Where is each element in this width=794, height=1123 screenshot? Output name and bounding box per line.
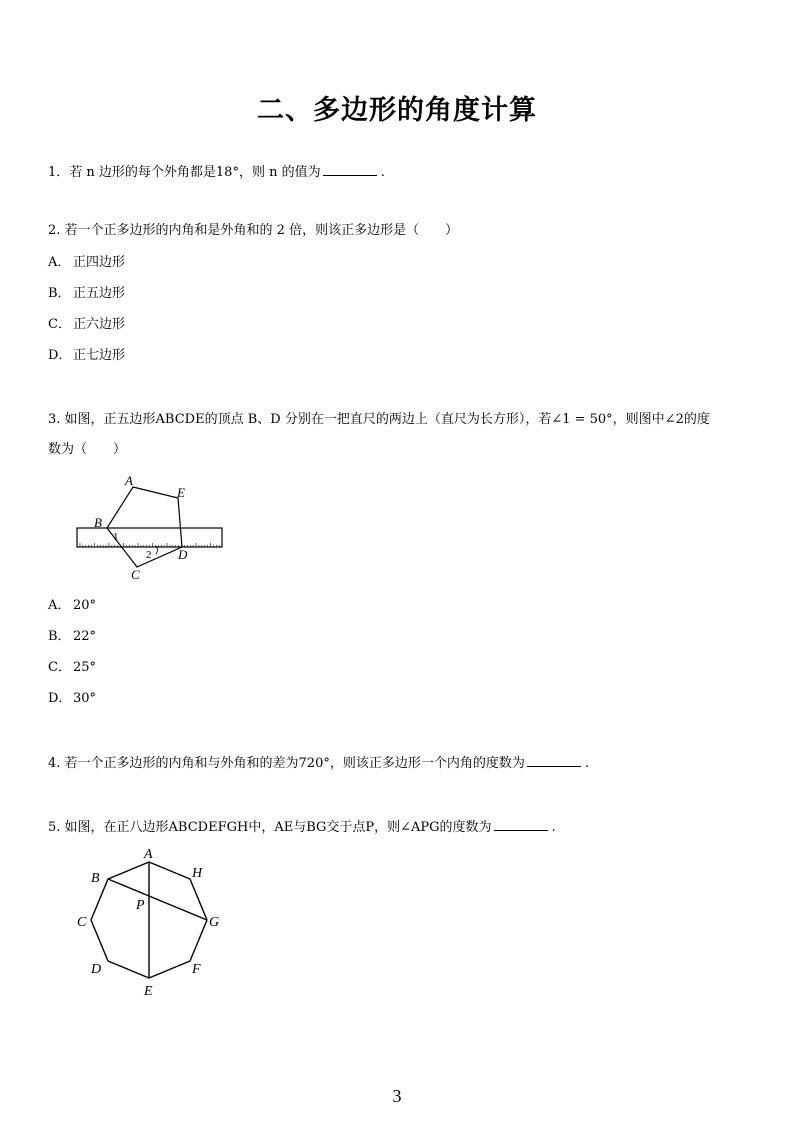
q2-option-d[interactable]	[48, 348, 125, 364]
label-c: C	[77, 915, 87, 930]
page-number: 3	[392, 1086, 402, 1106]
label-h: H	[192, 866, 203, 881]
option-letter: D．	[48, 348, 72, 363]
option-letter: D．	[48, 691, 72, 706]
label-angle-2: 2	[146, 549, 152, 561]
question-1-text: 1．若 n 边形的每个外角都是18°，则 n 的值为	[48, 165, 321, 180]
pentagon-ruler-figure	[70, 470, 230, 588]
page-title: 二、多边形的角度计算	[257, 95, 537, 126]
question-5-tail: .	[547, 820, 556, 835]
option-text: 20°	[73, 598, 97, 613]
q2-option-a[interactable]	[48, 255, 125, 271]
option-text: 22°	[73, 629, 97, 644]
ruler	[77, 528, 222, 547]
option-letter: C．	[48, 317, 71, 332]
q2-option-b[interactable]	[48, 286, 125, 302]
answer-blank-1[interactable]	[323, 162, 377, 176]
question-3-line-2: 数为（ ）	[48, 442, 127, 457]
pentagon	[107, 487, 182, 567]
option-letter: C．	[48, 660, 71, 675]
label-a: A	[144, 847, 153, 862]
question-5-text: 5. 如图，在正八边形ABCDEFGH中，AE与BG交于点P，则∠APG的度数为	[48, 820, 492, 835]
option-text: 25°	[73, 660, 97, 675]
question-1	[48, 162, 385, 181]
option-letter: A．	[48, 598, 71, 613]
option-letter: A．	[48, 255, 71, 270]
q3-option-c[interactable]	[48, 660, 96, 676]
question-2-text: 2. 若一个正多边形的内角和是外角和的 2 倍，则该正多边形是（ ）	[48, 223, 459, 238]
question-4-text: 4. 若一个正多边形的内角和与外角和的差为720°，则该正多边形一个内角的度数为	[48, 756, 525, 771]
answer-blank-5[interactable]	[494, 817, 548, 831]
answer-blank-4[interactable]	[527, 753, 581, 767]
label-d: D	[91, 962, 102, 977]
question-1-tail: .	[376, 165, 385, 180]
option-letter: B．	[48, 629, 71, 644]
label-b: B	[94, 515, 102, 530]
q3-option-d[interactable]	[48, 691, 96, 707]
label-e: E	[177, 485, 185, 500]
octagon-figure	[70, 842, 230, 1002]
label-p: P	[136, 898, 145, 913]
label-a: A	[125, 473, 133, 488]
option-text: 正六边形	[73, 317, 126, 332]
question-3-line-1: 3. 如图，正五边形ABCDE的顶点 B、D 分别在一把直尺的两边上（直尺为长方形），若∠1 = 50°，则图中∠2的度	[48, 412, 710, 427]
label-g: G	[209, 915, 220, 930]
option-text: 30°	[73, 691, 97, 706]
label-c: C	[131, 567, 140, 582]
question-4	[48, 753, 589, 772]
option-text: 正五边形	[73, 286, 126, 301]
q2-option-c[interactable]	[48, 317, 125, 333]
label-b: B	[91, 871, 100, 886]
question-5	[48, 817, 556, 836]
label-f: F	[192, 962, 201, 977]
option-text: 正四边形	[73, 255, 126, 270]
q3-option-a[interactable]	[48, 598, 96, 614]
label-d: D	[178, 547, 188, 562]
question-4-tail: .	[580, 756, 590, 771]
q3-option-b[interactable]	[48, 629, 96, 645]
label-angle-1: 1	[113, 531, 119, 543]
option-text: 正七边形	[73, 348, 126, 363]
label-e: E	[144, 984, 153, 999]
option-letter: B．	[48, 286, 71, 301]
